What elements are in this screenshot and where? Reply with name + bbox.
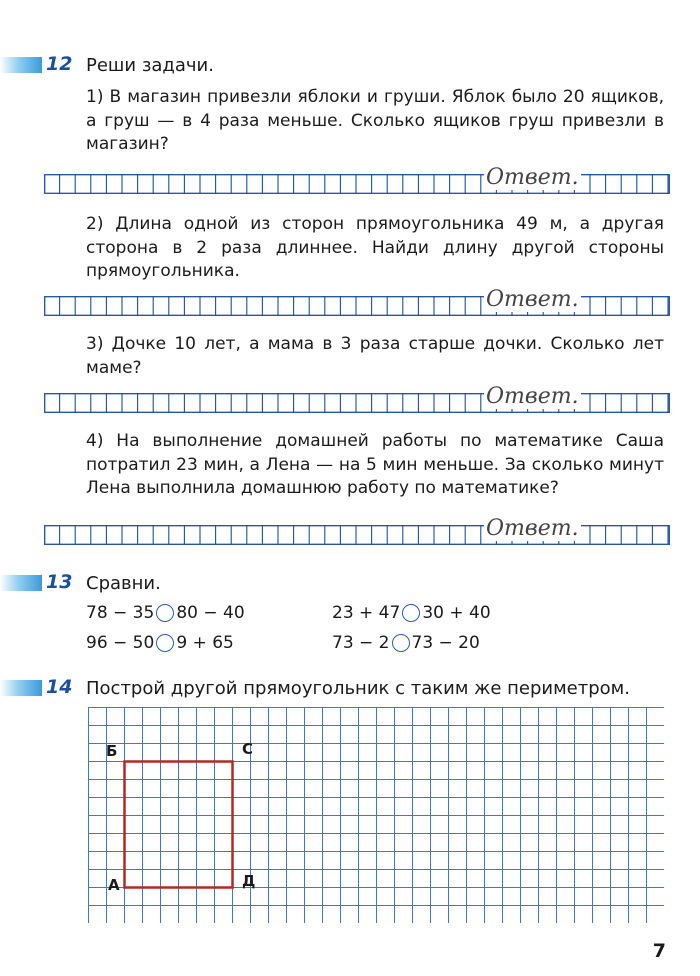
answer-label: Ответ.	[486, 165, 579, 190]
task-title: Построй другой прямоугольник с таким же периметром.	[86, 678, 630, 699]
compare-circle[interactable]	[402, 604, 420, 622]
task-number: 13	[46, 571, 73, 593]
comparison-item	[86, 633, 234, 653]
vertex-label-a: А	[108, 876, 120, 894]
answer-line[interactable]	[44, 516, 670, 545]
task-marker	[0, 57, 42, 73]
compare-circle[interactable]	[156, 634, 174, 652]
comparison-item	[86, 603, 245, 623]
comparison-right: 80 − 40	[176, 603, 245, 623]
problem-text: 3) Дочке 10 лет, а мама в 3 раза старше дочки. Сколько лет маме?	[86, 334, 664, 378]
task-marker	[0, 575, 42, 591]
comparison-left: 23 + 47	[332, 603, 401, 623]
compare-circle[interactable]	[156, 604, 174, 622]
comparison-item	[332, 603, 491, 623]
grid-paper[interactable]	[88, 707, 664, 923]
answer-line[interactable]	[44, 384, 670, 413]
answer-label: Ответ.	[486, 287, 579, 312]
answer-label: Ответ.	[486, 384, 579, 409]
problem-text: 2) Длина одной из сторон прямоугольника 49 м, а другая сторона в 2 раза длиннее. Найди длину другой стороны прямоугольника.	[86, 214, 664, 281]
comparison-left: 96 − 50	[86, 633, 155, 653]
task-title: Реши задачи.	[86, 55, 214, 76]
task-number: 14	[46, 676, 73, 698]
task-number: 12	[46, 53, 73, 75]
problem-text: 4) На выполнение домашней работы по математике Саша потратил 23 мин, а Лена — на 5 мин меньше. За сколько минут Лена выполнила домашнюю работу по математике?	[86, 431, 664, 498]
comparison-right: 30 + 40	[422, 603, 491, 623]
problem-text: 1) В магазин привезли яблоки и груши. Яблок было 20 ящиков, а груш — в 4 раза меньше. Сколько ящиков груш привезли в магазин?	[86, 87, 664, 154]
task-title: Сравни.	[86, 573, 161, 594]
grid-lines	[88, 707, 664, 923]
answer-label: Ответ.	[486, 516, 579, 541]
comparison-item	[332, 633, 480, 653]
page-number: 7	[652, 940, 666, 962]
grid-area[interactable]	[88, 707, 664, 927]
vertex-label-b: Б	[106, 742, 118, 760]
answer-line[interactable]	[44, 165, 670, 194]
comparison-left: 73 − 2	[332, 633, 390, 653]
compare-circle[interactable]	[392, 634, 410, 652]
vertex-label-c: С	[242, 740, 254, 758]
task-marker	[0, 680, 42, 696]
comparison-left: 78 − 35	[86, 603, 155, 623]
comparison-right: 73 − 20	[411, 633, 480, 653]
vertex-label-d: Д	[242, 872, 256, 890]
answer-line[interactable]	[44, 287, 670, 316]
comparison-right: 9 + 65	[176, 633, 234, 653]
